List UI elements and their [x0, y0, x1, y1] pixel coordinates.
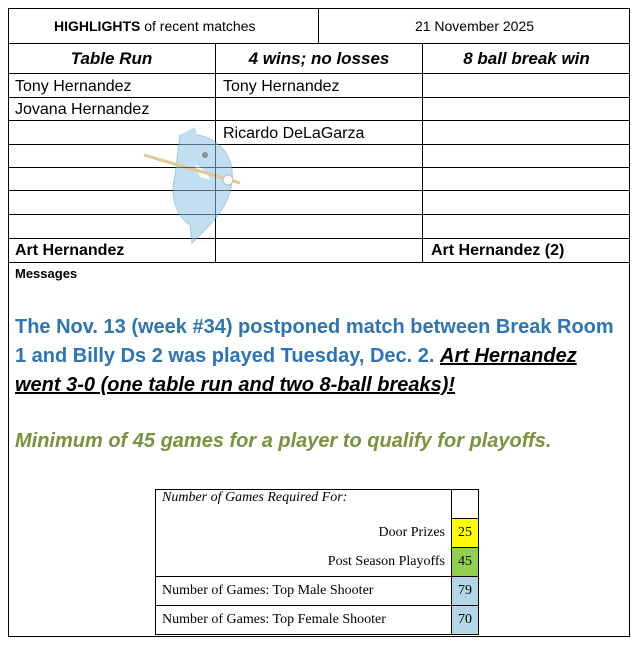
empty-cell [452, 490, 479, 519]
playoffs-label: Post Season Playoffs [156, 548, 452, 577]
requirements-heading: Number of Games Required For: [156, 490, 452, 519]
title-highlights: HIGHLIGHTS [54, 18, 141, 34]
messages-label: Messages [15, 266, 78, 281]
break-win-8: Art Hernandez (2) [431, 242, 565, 259]
message-playoff-minimum: Minimum of 45 games for a player to qualify for playoffs. [15, 430, 552, 452]
divider [8, 262, 630, 263]
col-header-8-ball-break: 8 ball break win [463, 49, 590, 68]
top-male-label: Number of Games: Top Male Shooter [156, 577, 452, 606]
playoffs-value: 45 [452, 548, 479, 577]
table-run-8: Art Hernandez [15, 242, 125, 259]
message-highlight: Art Hernandez went 3-0 (one table run and two 8-ball breaks)! [15, 345, 577, 396]
door-prizes-label: Door Prizes [156, 519, 452, 548]
divider [8, 43, 630, 44]
message-postponed-match [15, 313, 615, 400]
col-header-table-run: Table Run [70, 49, 153, 68]
table-run-2: Jovana Hernandez [15, 101, 150, 118]
top-male-value: 79 [452, 577, 479, 606]
divider [8, 214, 630, 215]
top-female-value: 70 [452, 606, 479, 635]
divider [8, 73, 630, 74]
divider [8, 167, 630, 168]
divider [8, 238, 630, 239]
title-rest: of recent matches [140, 18, 256, 34]
divider [422, 43, 423, 262]
games-required-table [155, 489, 479, 635]
message-text: The Nov. 13 (week #34) postponed match between Break Room 1 and Billy Ds 2 was played Tuesday, Dec. 2. [15, 316, 614, 367]
date-label: 21 November 2025 [414, 18, 535, 34]
door-prizes-value: 25 [452, 519, 479, 548]
col-header-4-wins: 4 wins; no losses [248, 49, 390, 68]
top-female-label: Number of Games: Top Female Shooter [156, 606, 452, 635]
page-title [54, 15, 256, 38]
four-wins-1: Tony Hernandez [223, 78, 340, 95]
table-run-1: Tony Hernandez [15, 78, 132, 95]
divider [8, 190, 630, 191]
four-wins-3: Ricardo DeLaGarza [223, 125, 365, 142]
